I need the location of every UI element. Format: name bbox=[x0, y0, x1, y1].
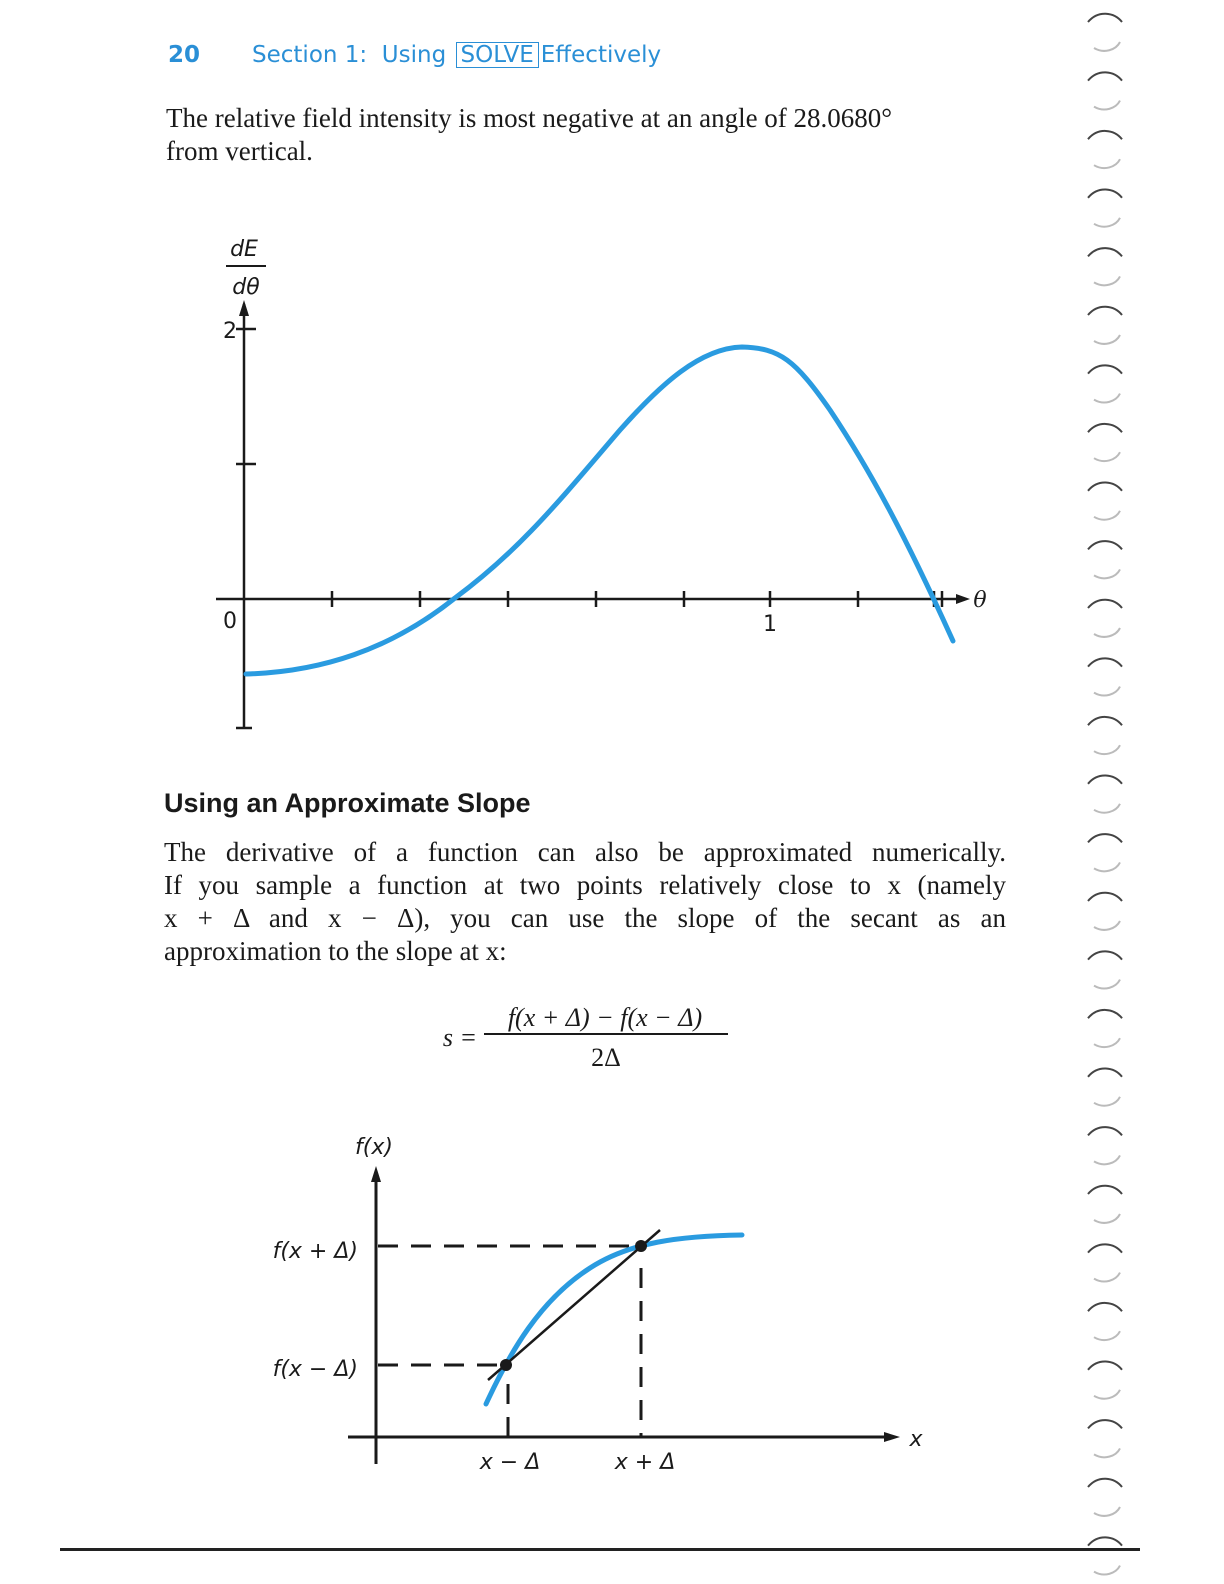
intro-line-1: The relative field intensity is most negative at an angle of 28.0680° bbox=[166, 103, 893, 133]
spiral-ring bbox=[1088, 600, 1122, 608]
spiral-ring-shadow bbox=[1094, 1038, 1120, 1047]
spiral-ring bbox=[1088, 1244, 1122, 1252]
spiral-ring-shadow bbox=[1094, 1273, 1120, 1282]
graph2-x-arrow bbox=[884, 1432, 900, 1442]
graph2-lower-point bbox=[500, 1359, 512, 1371]
graph2-y-arrow bbox=[371, 1166, 381, 1182]
spiral-ring bbox=[1088, 424, 1122, 432]
graph2-x-label-left: x − Δ bbox=[479, 1450, 541, 1475]
spiral-ring-shadow bbox=[1094, 628, 1120, 637]
section-label: Section 1: bbox=[252, 42, 368, 68]
header-suffix: Effectively bbox=[540, 42, 662, 68]
spiral-ring-shadow bbox=[1094, 921, 1120, 930]
spiral-ring bbox=[1088, 483, 1122, 491]
formula-numerator: f(x + Δ) − f(x − Δ) bbox=[507, 1003, 703, 1032]
spiral-ring bbox=[1088, 131, 1122, 139]
spiral-rings bbox=[1088, 14, 1122, 1575]
spiral-ring-shadow bbox=[1094, 101, 1120, 110]
spiral-ring bbox=[1088, 541, 1122, 549]
spiral-ring-shadow bbox=[1094, 1097, 1120, 1106]
spiral-ring bbox=[1088, 1303, 1122, 1311]
spiral-ring bbox=[1088, 1010, 1122, 1018]
spiral-ring-shadow bbox=[1094, 1155, 1120, 1164]
spiral-ring-shadow bbox=[1094, 569, 1120, 578]
spiral-ring bbox=[1088, 1537, 1122, 1545]
paragraph-line-4: approximation to the slope at x: bbox=[164, 936, 507, 966]
graph1-x-axis-label: θ bbox=[973, 588, 987, 613]
spiral-ring-shadow bbox=[1094, 42, 1120, 51]
spiral-ring bbox=[1088, 72, 1122, 80]
intro-line-2: from vertical. bbox=[166, 136, 313, 166]
spiral-ring bbox=[1088, 717, 1122, 725]
formula-lhs: s = bbox=[442, 1023, 478, 1052]
spiral-ring-shadow bbox=[1094, 218, 1120, 227]
spiral-ring bbox=[1088, 951, 1122, 959]
spiral-ring bbox=[1088, 1186, 1122, 1194]
spiral-ring bbox=[1088, 248, 1122, 256]
spiral-ring-shadow bbox=[1094, 276, 1120, 285]
bottom-rule bbox=[60, 1548, 1140, 1551]
spiral-ring-shadow bbox=[1094, 1214, 1120, 1223]
spiral-ring-shadow bbox=[1094, 1448, 1120, 1457]
graph1-y-label-numerator: dE bbox=[230, 237, 258, 262]
solve-key-label: SOLVE bbox=[456, 42, 539, 68]
spiral-ring-shadow bbox=[1094, 745, 1120, 754]
spiral-ring bbox=[1088, 776, 1122, 784]
graph1-y-label-denominator: dθ bbox=[232, 275, 260, 300]
graph2-label-lower: f(x − Δ) bbox=[272, 1357, 358, 1382]
spiral-ring bbox=[1088, 1362, 1122, 1370]
graph1-x-tick-label: 1 bbox=[763, 612, 777, 637]
graph2-x-axis-label: x bbox=[909, 1427, 923, 1452]
spiral-ring-shadow bbox=[1094, 980, 1120, 989]
spiral-binding bbox=[1080, 0, 1140, 1584]
spiral-ring-shadow bbox=[1094, 804, 1120, 813]
spiral-ring-shadow bbox=[1094, 1566, 1120, 1575]
header-using: Using bbox=[381, 42, 447, 68]
spiral-ring-shadow bbox=[1094, 1331, 1120, 1340]
graph2-x-label-right: x + Δ bbox=[614, 1450, 676, 1475]
graph2-label-upper: f(x + Δ) bbox=[272, 1239, 358, 1264]
spiral-ring bbox=[1088, 658, 1122, 666]
spiral-ring-shadow bbox=[1094, 335, 1120, 344]
spiral-ring bbox=[1088, 1479, 1122, 1487]
spiral-ring-shadow bbox=[1094, 1390, 1120, 1399]
graph2-curve bbox=[486, 1235, 742, 1404]
spiral-ring-shadow bbox=[1094, 862, 1120, 871]
spiral-ring bbox=[1088, 14, 1122, 22]
graph1-y-tick-label: 2 bbox=[223, 319, 237, 344]
section-heading: Using an Approximate Slope bbox=[164, 788, 531, 818]
page-number: 20 bbox=[168, 42, 201, 68]
spiral-ring bbox=[1088, 834, 1122, 842]
formula-denominator: 2Δ bbox=[591, 1043, 621, 1072]
spiral-ring-shadow bbox=[1094, 511, 1120, 520]
spiral-ring-shadow bbox=[1094, 394, 1120, 403]
paragraph-line-3: x + Δ and x − Δ), you can use the slope of the secant as an bbox=[164, 903, 1006, 933]
spiral-ring bbox=[1088, 307, 1122, 315]
spiral-ring-shadow bbox=[1094, 452, 1120, 461]
spiral-ring bbox=[1088, 190, 1122, 198]
spiral-ring-shadow bbox=[1094, 159, 1120, 168]
spiral-ring-shadow bbox=[1094, 1507, 1120, 1516]
spiral-ring bbox=[1088, 1069, 1122, 1077]
paragraph-line-2: If you sample a function at two points relatively close to x (namely bbox=[164, 870, 1006, 900]
paragraph-line-1: The derivative of a function can also be approximated numerically. bbox=[164, 837, 1006, 867]
spiral-ring bbox=[1088, 1420, 1122, 1428]
spiral-ring-shadow bbox=[1094, 687, 1120, 696]
graph2-secant-line bbox=[488, 1230, 660, 1380]
spiral-ring bbox=[1088, 365, 1122, 373]
graph2-y-axis-label: f(x) bbox=[355, 1135, 393, 1160]
spiral-ring bbox=[1088, 1127, 1122, 1135]
spiral-ring bbox=[1088, 893, 1122, 901]
graph2-upper-point bbox=[635, 1240, 647, 1252]
graph1-origin-label: 0 bbox=[223, 609, 237, 634]
